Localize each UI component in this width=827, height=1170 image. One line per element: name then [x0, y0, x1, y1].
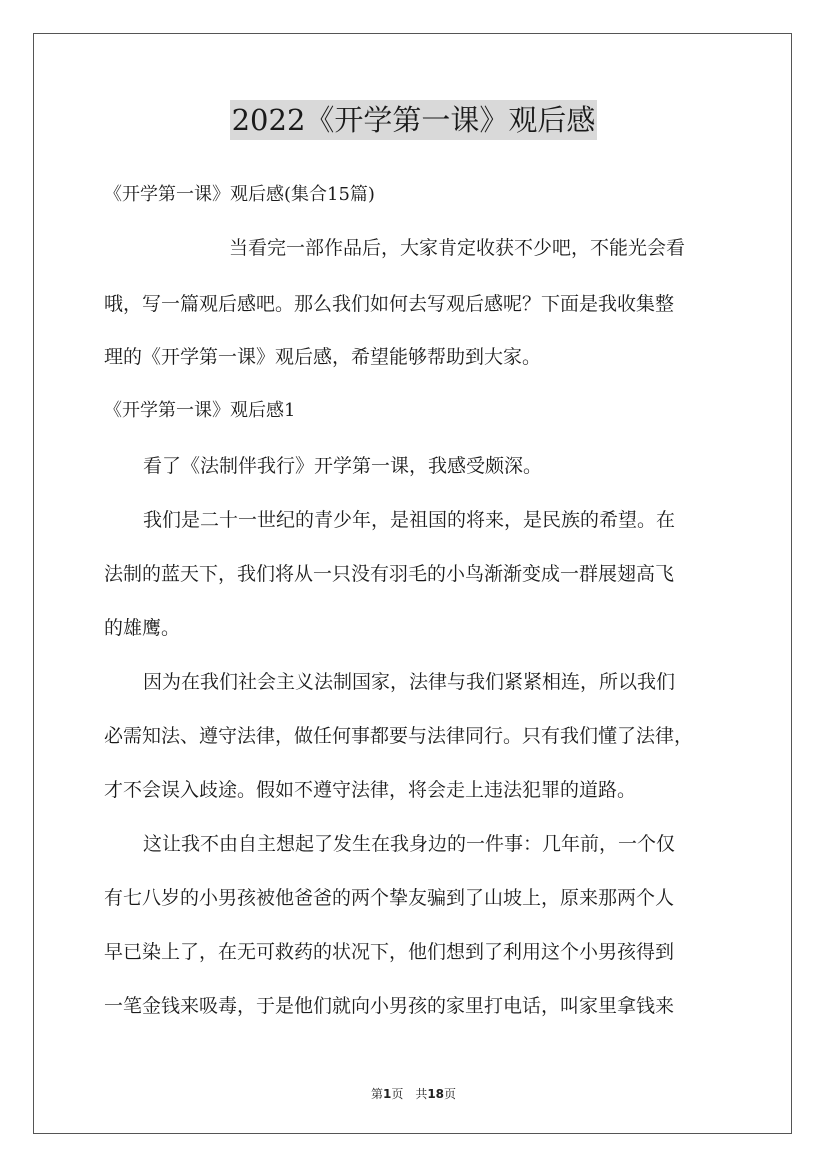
paragraph-line: 这让我不由自主想起了发生在我身边的一件事：几年前，一个仅 — [143, 833, 676, 855]
footer-page-number: 1 — [382, 1087, 392, 1101]
paragraph-line: 必需知法、遵守法律，做任何事都要与法律同行。只有我们懂了法律， — [104, 725, 694, 747]
paragraph-line: 当看完一部作品后，大家肯定收获不少吧，不能光会看 — [229, 237, 686, 259]
page-footer — [0, 1085, 827, 1102]
paragraph-line: 一笔金钱来吸毒，于是他们就向小男孩的家里打电话，叫家里拿钱来 — [104, 995, 675, 1017]
footer-mid: 页 共 — [391, 1087, 428, 1101]
paragraph-line: 看了《法制伴我行》开学第一课，我感受颇深。 — [143, 455, 543, 477]
paragraph-line: 的雄鹰。 — [104, 617, 181, 639]
subsection-heading: 《开学第一课》观后感1 — [104, 400, 296, 421]
footer-suffix: 页 — [444, 1087, 457, 1101]
paragraph-line: 哦，写一篇观后感吧。那么我们如何去写观后感呢？下面是我收集整 — [104, 293, 675, 315]
paragraph-line: 早已染上了，在无可救药的状况下，他们想到了利用这个小男孩得到 — [104, 941, 675, 963]
paragraph-line: 理的《开学第一课》观后感，希望能够帮助到大家。 — [104, 346, 542, 368]
title-wrap — [0, 100, 827, 140]
section-heading: 《开学第一课》观后感(集合15篇) — [104, 184, 375, 205]
paragraph-line: 有七八岁的小男孩被他爸爸的两个挚友骗到了山坡上，原来那两个人 — [104, 887, 675, 909]
paragraph-line: 才不会误入歧途。假如不遵守法律，将会走上违法犯罪的道路。 — [104, 779, 637, 801]
footer-prefix: 第 — [370, 1087, 383, 1101]
footer-total-pages: 18 — [427, 1087, 445, 1101]
paragraph-line: 因为在我们社会主义法制国家，法律与我们紧紧相连，所以我们 — [143, 671, 676, 693]
paragraph-line: 法制的蓝天下，我们将从一只没有羽毛的小鸟渐渐变成一群展翅高飞 — [104, 563, 675, 585]
document-title: 2022《开学第一课》观后感 — [230, 100, 598, 140]
paragraph-line: 我们是二十一世纪的青少年，是祖国的将来，是民族的希望。在 — [143, 509, 676, 531]
